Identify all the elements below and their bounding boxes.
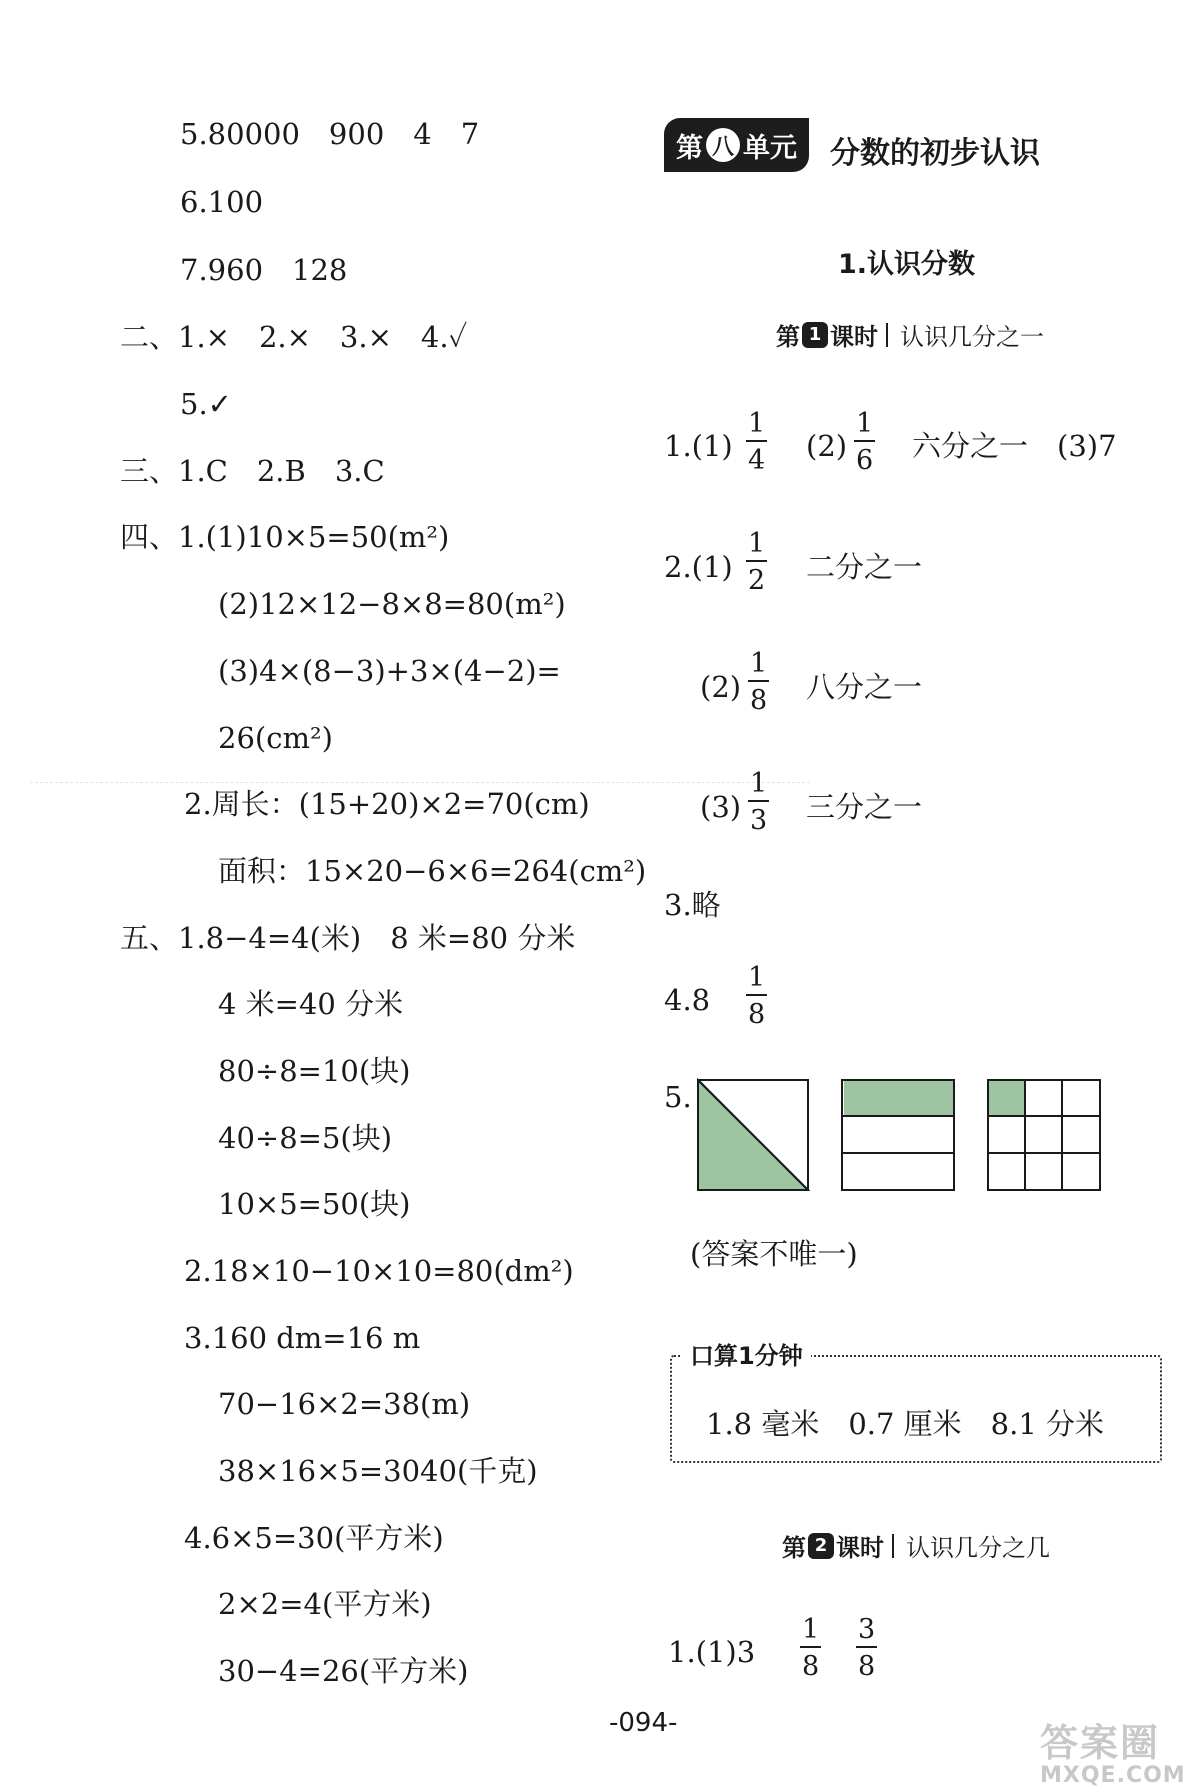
fraction-numerator: 1 — [856, 408, 874, 439]
section-5-q3-c: 38×16×5=3040(千克) — [218, 1454, 538, 1488]
l2-q1-fraction-1 — [800, 1616, 821, 1680]
fraction-denominator: 2 — [746, 560, 767, 594]
fraction-denominator: 8 — [746, 994, 767, 1028]
lesson-2-post: 课时 — [836, 1534, 884, 1562]
unit-badge-post: 单元 — [743, 132, 797, 164]
q2-part2-label: (2) — [700, 670, 742, 704]
section-5-q3-b: 70−16×2=38(m) — [218, 1387, 471, 1421]
section-4-q1-1: 四、1.(1)10×5=50(m²) — [120, 520, 450, 554]
l2-q1-label: 1.(1)3 — [668, 1635, 756, 1669]
scan-artifact-line — [30, 782, 810, 783]
lesson-1-post: 课时 — [830, 323, 878, 351]
lesson-2-divider — [892, 1534, 894, 1558]
lesson-1-subtitle: 认识几分之一 — [900, 323, 1044, 351]
unit-badge-pre: 第 — [676, 132, 703, 164]
answer-5-line: 5.80000 900 4 7 — [180, 117, 480, 151]
section-5-q4-c: 30−4=26(平方米) — [218, 1654, 469, 1688]
shaded-grid-cell — [988, 1080, 1024, 1116]
lesson-2-pre: 第 — [782, 1534, 806, 1562]
fraction-numerator: 3 — [858, 1614, 876, 1645]
section-4-q1-3-cont: 26(cm²) — [218, 721, 333, 755]
q2-fraction-2 — [748, 650, 769, 714]
q2-fraction-3 — [748, 770, 769, 834]
shaded-strip — [844, 1080, 954, 1116]
lesson-1-divider — [886, 323, 888, 347]
section-5-q1-e: 10×5=50(块) — [218, 1187, 411, 1221]
fraction-denominator: 4 — [746, 440, 767, 474]
answer-6-line: 6.100 — [180, 185, 264, 219]
watermark-top: 答案圈 — [1040, 1721, 1161, 1765]
fraction-denominator: 8 — [856, 1646, 877, 1680]
unit-title: 分数的初步认识 — [830, 136, 1040, 171]
q2-part3-text: 三分之一 — [806, 790, 923, 824]
lesson-1-number: 1 — [802, 322, 828, 348]
section-title: 1.认识分数 — [838, 249, 976, 280]
fraction-denominator: 3 — [748, 800, 769, 834]
q1-part1-label: 1.(1) — [664, 429, 733, 463]
mental-math-label: 口算1分钟 — [682, 1336, 811, 1371]
fraction-numerator: 1 — [802, 1614, 820, 1645]
fraction-denominator: 6 — [854, 440, 875, 474]
lesson-2-number: 2 — [808, 1533, 834, 1559]
section-5-q1-d: 40÷8=5(块) — [218, 1121, 393, 1155]
section-4-q2-perimeter: 2.周长：(15+20)×2=70(cm) — [184, 787, 590, 821]
lesson-1-header — [776, 317, 1044, 352]
section-5-q1-c: 80÷8=10(块) — [218, 1054, 411, 1088]
section-5-q3: 3.160 dm=16 m — [184, 1321, 421, 1355]
section-4-q2-area: 面积：15×20−6×6=264(cm²) — [218, 854, 647, 888]
watermark-logo — [1040, 1712, 1186, 1788]
q5-shaded-shapes — [696, 1078, 1104, 1196]
q2-part2-text: 八分之一 — [806, 670, 923, 704]
lesson-2-subtitle: 认识几分之几 — [906, 1534, 1050, 1562]
page-number: -094- — [609, 1708, 678, 1738]
section-3-line: 三、1.C 2.B 3.C — [120, 454, 385, 488]
q2-fraction-1 — [746, 530, 767, 594]
fraction-numerator: 1 — [748, 408, 766, 439]
section-4-q1-2: (2)12×12−8×8=80(m²) — [218, 587, 566, 621]
q5-label: 5. — [664, 1080, 692, 1114]
section-4-q1-3: (3)4×(8−3)+3×(4−2)= — [218, 654, 561, 688]
watermark-bottom: MXQE.COM — [1040, 1763, 1186, 1788]
q1-fraction-1 — [746, 410, 767, 474]
section-5-q1-b: 4 米=40 分米 — [218, 987, 404, 1021]
q3-answer: 3.略 — [664, 888, 721, 922]
q2-part1-text: 二分之一 — [806, 550, 923, 584]
q5-note: (答案不唯一) — [690, 1237, 858, 1271]
unit-badge — [664, 118, 809, 172]
q1-fraction-2 — [854, 410, 875, 474]
section-5-q4-b: 2×2=4(平方米) — [218, 1587, 432, 1621]
fraction-numerator: 1 — [748, 962, 766, 993]
section-2-line: 二、1.× 2.× 3.× 4.✓ — [120, 320, 468, 354]
fraction-numerator: 1 — [750, 768, 768, 799]
q1-part3-text: 六分之一 (3)7 — [912, 429, 1117, 463]
answer-7-line: 7.960 128 — [180, 253, 348, 287]
q1-part2-label: (2) — [806, 429, 848, 463]
fraction-numerator: 1 — [750, 648, 768, 679]
mental-math-answers: 1.8 毫米 0.7 厘米 8.1 分米 — [706, 1407, 1105, 1441]
fraction-numerator: 1 — [748, 528, 766, 559]
section-5-q2: 2.18×10−10×10=80(dm²) — [184, 1254, 574, 1288]
unit-number-circle: 八 — [706, 128, 740, 162]
q4-fraction — [746, 964, 767, 1028]
q2-part3-label: (3) — [700, 790, 742, 824]
section-2-item5: 5.✓ — [180, 387, 232, 421]
l2-q1-fraction-2 — [856, 1616, 877, 1680]
q2-part1-label: 2.(1) — [664, 550, 733, 584]
fraction-denominator: 8 — [800, 1646, 821, 1680]
fraction-denominator: 8 — [748, 680, 769, 714]
lesson-1-pre: 第 — [776, 323, 800, 351]
q4-answer: 4.8 — [664, 983, 711, 1017]
section-5-q4: 4.6×5=30(平方米) — [184, 1521, 444, 1555]
section-5-q1: 五、1.8−4=4(米) 8 米=80 分米 — [120, 921, 576, 955]
lesson-2-header — [782, 1528, 1050, 1563]
